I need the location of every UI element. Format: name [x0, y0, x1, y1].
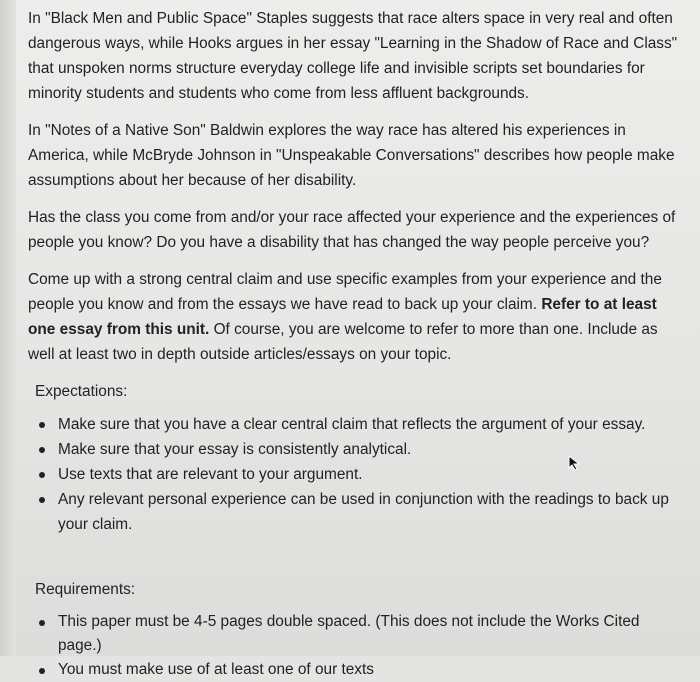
paragraph-instructions — [28, 267, 678, 367]
instructions-text: Come up with a strong central claim and use specific examples from your experience and the people you know and from the essays we have read to back up your claim. — [28, 271, 662, 313]
expectations-label: Expectations: — [35, 383, 128, 400]
paragraph-prompt-question: Has the class you come from and/or your race affected your experience and the experiences of people you know? Do you have a disability that has changed the way people perceive you? — [28, 209, 676, 251]
instructions-text-end: Of course, you are welcome to refer to more than one. Include as well at least two in depth outside articles/essays on your topic. — [28, 321, 658, 363]
paragraph-staples-hooks: In "Black Men and Public Space" Staples suggests that race alters space in very real and often dangerous ways, while Hooks argues in her essay "Learning in the Shadow of Race and Class" that unspoken norms structure everyday college life and invisible scripts set boundaries for minority students and students who come from less affluent backgrounds. — [28, 10, 678, 102]
requirements-list — [28, 610, 678, 682]
expectations-list — [28, 412, 678, 537]
list-item: Any relevant personal experience can be used in conjunction with the readings to back up your claim. — [58, 487, 678, 537]
list-item: This paper must be 4-5 pages double spaced. (This does not include the Works Cited page.) — [58, 610, 678, 658]
list-item: You must make use of at least one of our texts — [58, 658, 678, 682]
mouse-pointer-icon — [568, 455, 582, 471]
page-edge — [0, 0, 16, 656]
list-item: Use texts that are relevant to your argument. — [58, 462, 678, 487]
paragraph-baldwin-johnson: In "Notes of a Native Son" Baldwin explores the way race has altered his experiences in America, while McBryde Johnson in "Unspeakable Conversations" describes how people make assumptions about her because of her disability. — [28, 122, 675, 189]
list-item: Make sure that your essay is consistently analytical. — [58, 437, 678, 462]
instructions-emphasis: Refer to at least one essay from this unit. — [28, 296, 657, 338]
assignment-content — [28, 6, 678, 682]
requirements-label: Requirements: — [35, 581, 136, 598]
list-item: Make sure that you have a clear central claim that reflects the argument of your essay. — [58, 412, 678, 437]
